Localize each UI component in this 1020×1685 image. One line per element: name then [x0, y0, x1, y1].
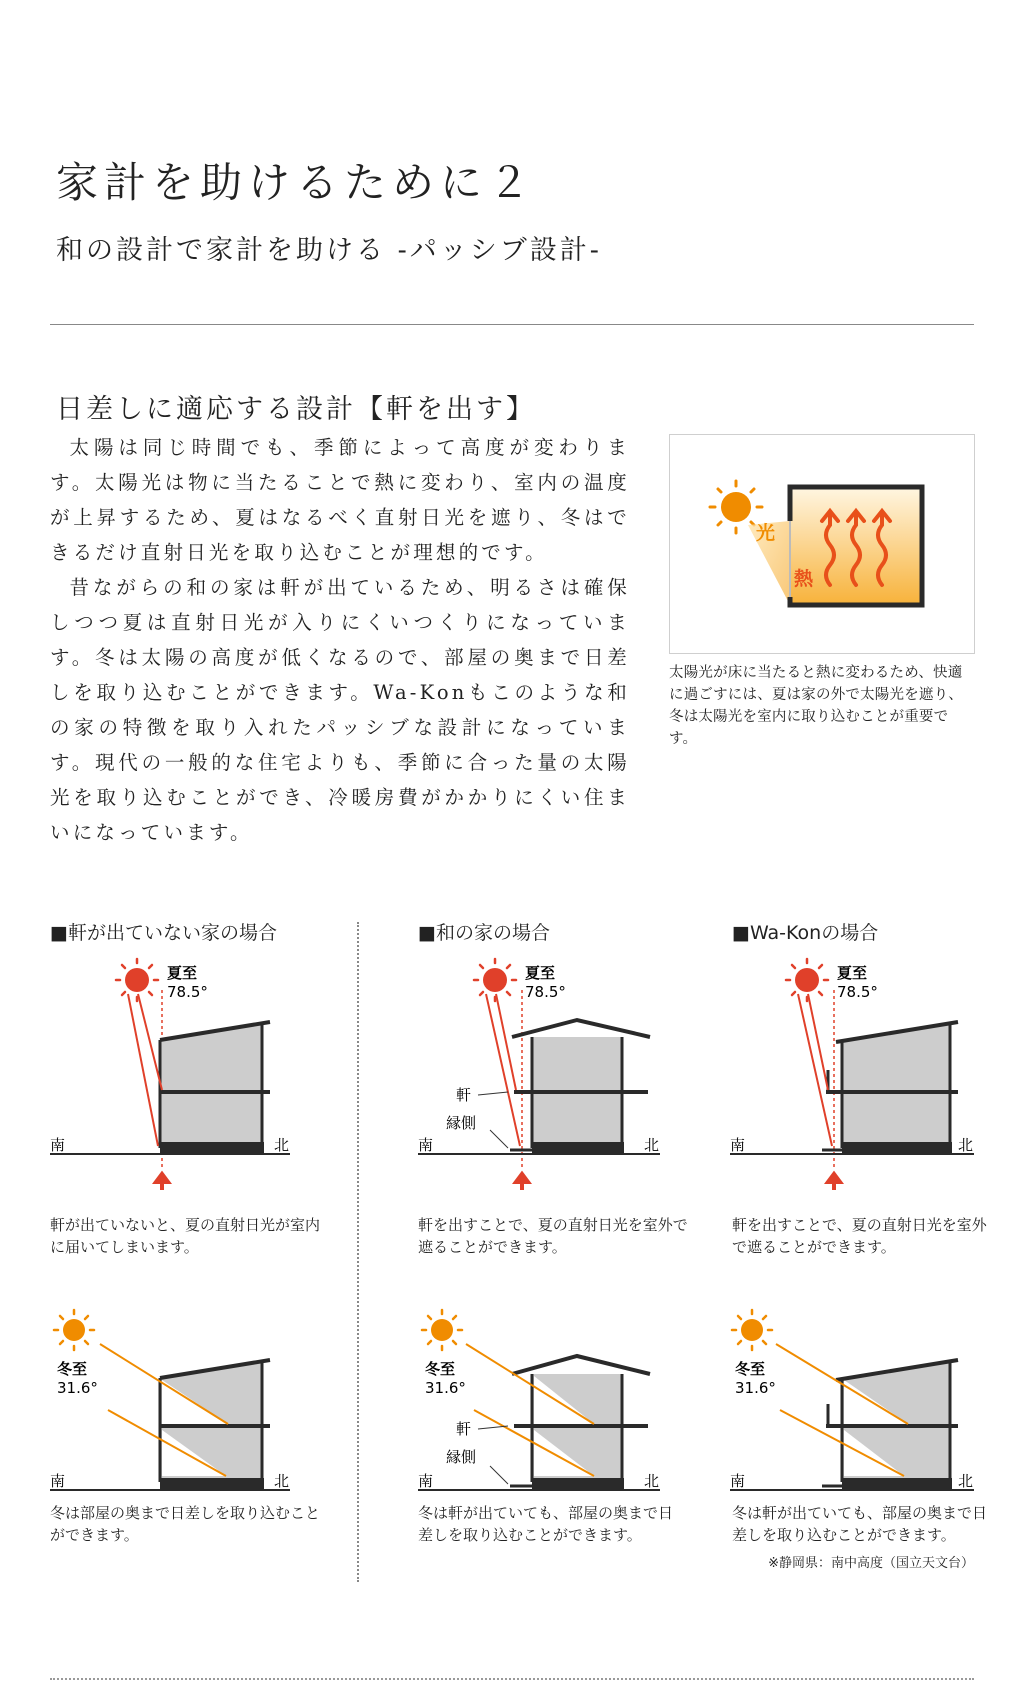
summer-caption: 軒が出ていないと、夏の直射日光が室内に届いてしまいます。 — [50, 1216, 321, 1256]
body-paragraph: 太陽は同じ時間でも、季節によって高度が変わります。太陽光は物に当たることで熱に変わり、室内の温度が上昇するため、夏はなるべく直射日光を遮り、冬はできるだけ直射日光を取り込むことが理想的です。 — [50, 436, 630, 564]
svg-text:軒: 軒 — [456, 1086, 472, 1104]
summer-diagram-no-eave — [50, 959, 290, 1190]
sun-icon — [422, 1310, 462, 1350]
summer-caption: 軒を出すことで、夏の直射日光を室外で遮ることができます。 — [418, 1216, 688, 1256]
figure-caption: 太陽光が床に当たると熱に変わるため、快適に過ごすには、夏は家の外で太陽光を遮り、冬は太陽光を室内に取り込むことが重要です。 — [669, 665, 963, 747]
section-heading: 日差しに適応する設計【軒を出す】 — [56, 394, 536, 425]
svg-text:北: 北 — [274, 1136, 290, 1154]
svg-text:夏至: 夏至 — [837, 964, 868, 982]
body-text — [50, 430, 630, 850]
sun-icon — [732, 1310, 772, 1350]
winter-diagrams — [0, 1300, 1020, 1500]
svg-text:北: 北 — [274, 1472, 290, 1490]
svg-text:31.6°: 31.6° — [425, 1379, 466, 1397]
svg-text:夏至: 夏至 — [525, 964, 556, 982]
svg-text:軒: 軒 — [456, 1420, 472, 1438]
svg-text:78.5°: 78.5° — [837, 983, 878, 1001]
summer-caption: 軒を出すことで、夏の直射日光を室外で遮ることができます。 — [732, 1216, 987, 1256]
divider — [50, 324, 974, 325]
sun-icon — [116, 959, 158, 1001]
winter-caption: 冬は部屋の奥まで日差しを取り込むことができます。 — [50, 1504, 321, 1544]
svg-text:31.6°: 31.6° — [57, 1379, 98, 1397]
svg-text:冬至: 冬至 — [735, 1360, 766, 1378]
winter-caption: 冬は軒が出ていても、部屋の奥まで日差しを取り込むことができます。 — [732, 1504, 988, 1544]
svg-text:北: 北 — [958, 1136, 974, 1154]
svg-text:南: 南 — [730, 1136, 746, 1154]
summer-diagram-japanese-house — [418, 959, 660, 1190]
svg-text:北: 北 — [958, 1472, 974, 1490]
svg-text:南: 南 — [50, 1472, 66, 1490]
winter-diagram-wakon — [730, 1310, 974, 1490]
winter-caption: 冬は軒が出ていても、部屋の奥まで日差しを取り込むことができます。 — [418, 1504, 674, 1544]
svg-text:北: 北 — [644, 1136, 660, 1154]
page-title: 家計を助けるために２ — [56, 158, 537, 207]
winter-diagram-no-eave — [50, 1310, 290, 1490]
page-subtitle: 和の設計で家計を助ける -パッシブ設計- — [56, 235, 602, 266]
svg-text:縁側: 縁側 — [446, 1448, 477, 1466]
sun-icon — [474, 959, 516, 1001]
column-title: ■Wa-Konの場合 — [732, 922, 879, 944]
svg-text:北: 北 — [644, 1472, 660, 1490]
winter-diagram-japanese-house — [418, 1310, 660, 1490]
sun-icon — [54, 1310, 94, 1350]
light-label: 光 — [756, 522, 776, 544]
svg-text:冬至: 冬至 — [57, 1360, 88, 1378]
summer-diagrams — [0, 950, 1020, 1210]
svg-text:78.5°: 78.5° — [167, 983, 208, 1001]
svg-text:南: 南 — [50, 1136, 66, 1154]
svg-text:南: 南 — [730, 1472, 746, 1490]
footnote: ※静岡県：南中高度（国立天文台） — [768, 1556, 974, 1571]
svg-text:夏至: 夏至 — [167, 964, 198, 982]
column-title: ■和の家の場合 — [418, 922, 550, 944]
heat-label: 熱 — [794, 568, 814, 590]
column-title: ■軒が出ていない家の場合 — [50, 922, 277, 944]
svg-text:31.6°: 31.6° — [735, 1379, 776, 1397]
divider — [50, 1678, 974, 1680]
svg-text:冬至: 冬至 — [425, 1360, 456, 1378]
sun-icon — [786, 959, 828, 1001]
svg-text:南: 南 — [418, 1136, 434, 1154]
heat-figure — [669, 434, 975, 654]
svg-text:南: 南 — [418, 1472, 434, 1490]
summer-diagram-wakon — [730, 959, 974, 1190]
svg-text:78.5°: 78.5° — [525, 983, 566, 1001]
body-paragraph: 昔ながらの和の家は軒が出ているため、明るさは確保しつつ夏は直射日光が入りにくいつくりになっています。冬は太陽の高度が低くなるので、部屋の奥まで日差しを取り込むことができます。Wa-Konもこのような和の家の特徴を取り入れたパッシブな設計になっています。現代の一般的な住宅よりも、季節に合った量の太陽光を取り込むことができ、冷暖房費がかかりにくい住まいになっています。 — [50, 576, 630, 844]
svg-text:縁側: 縁側 — [446, 1114, 477, 1132]
